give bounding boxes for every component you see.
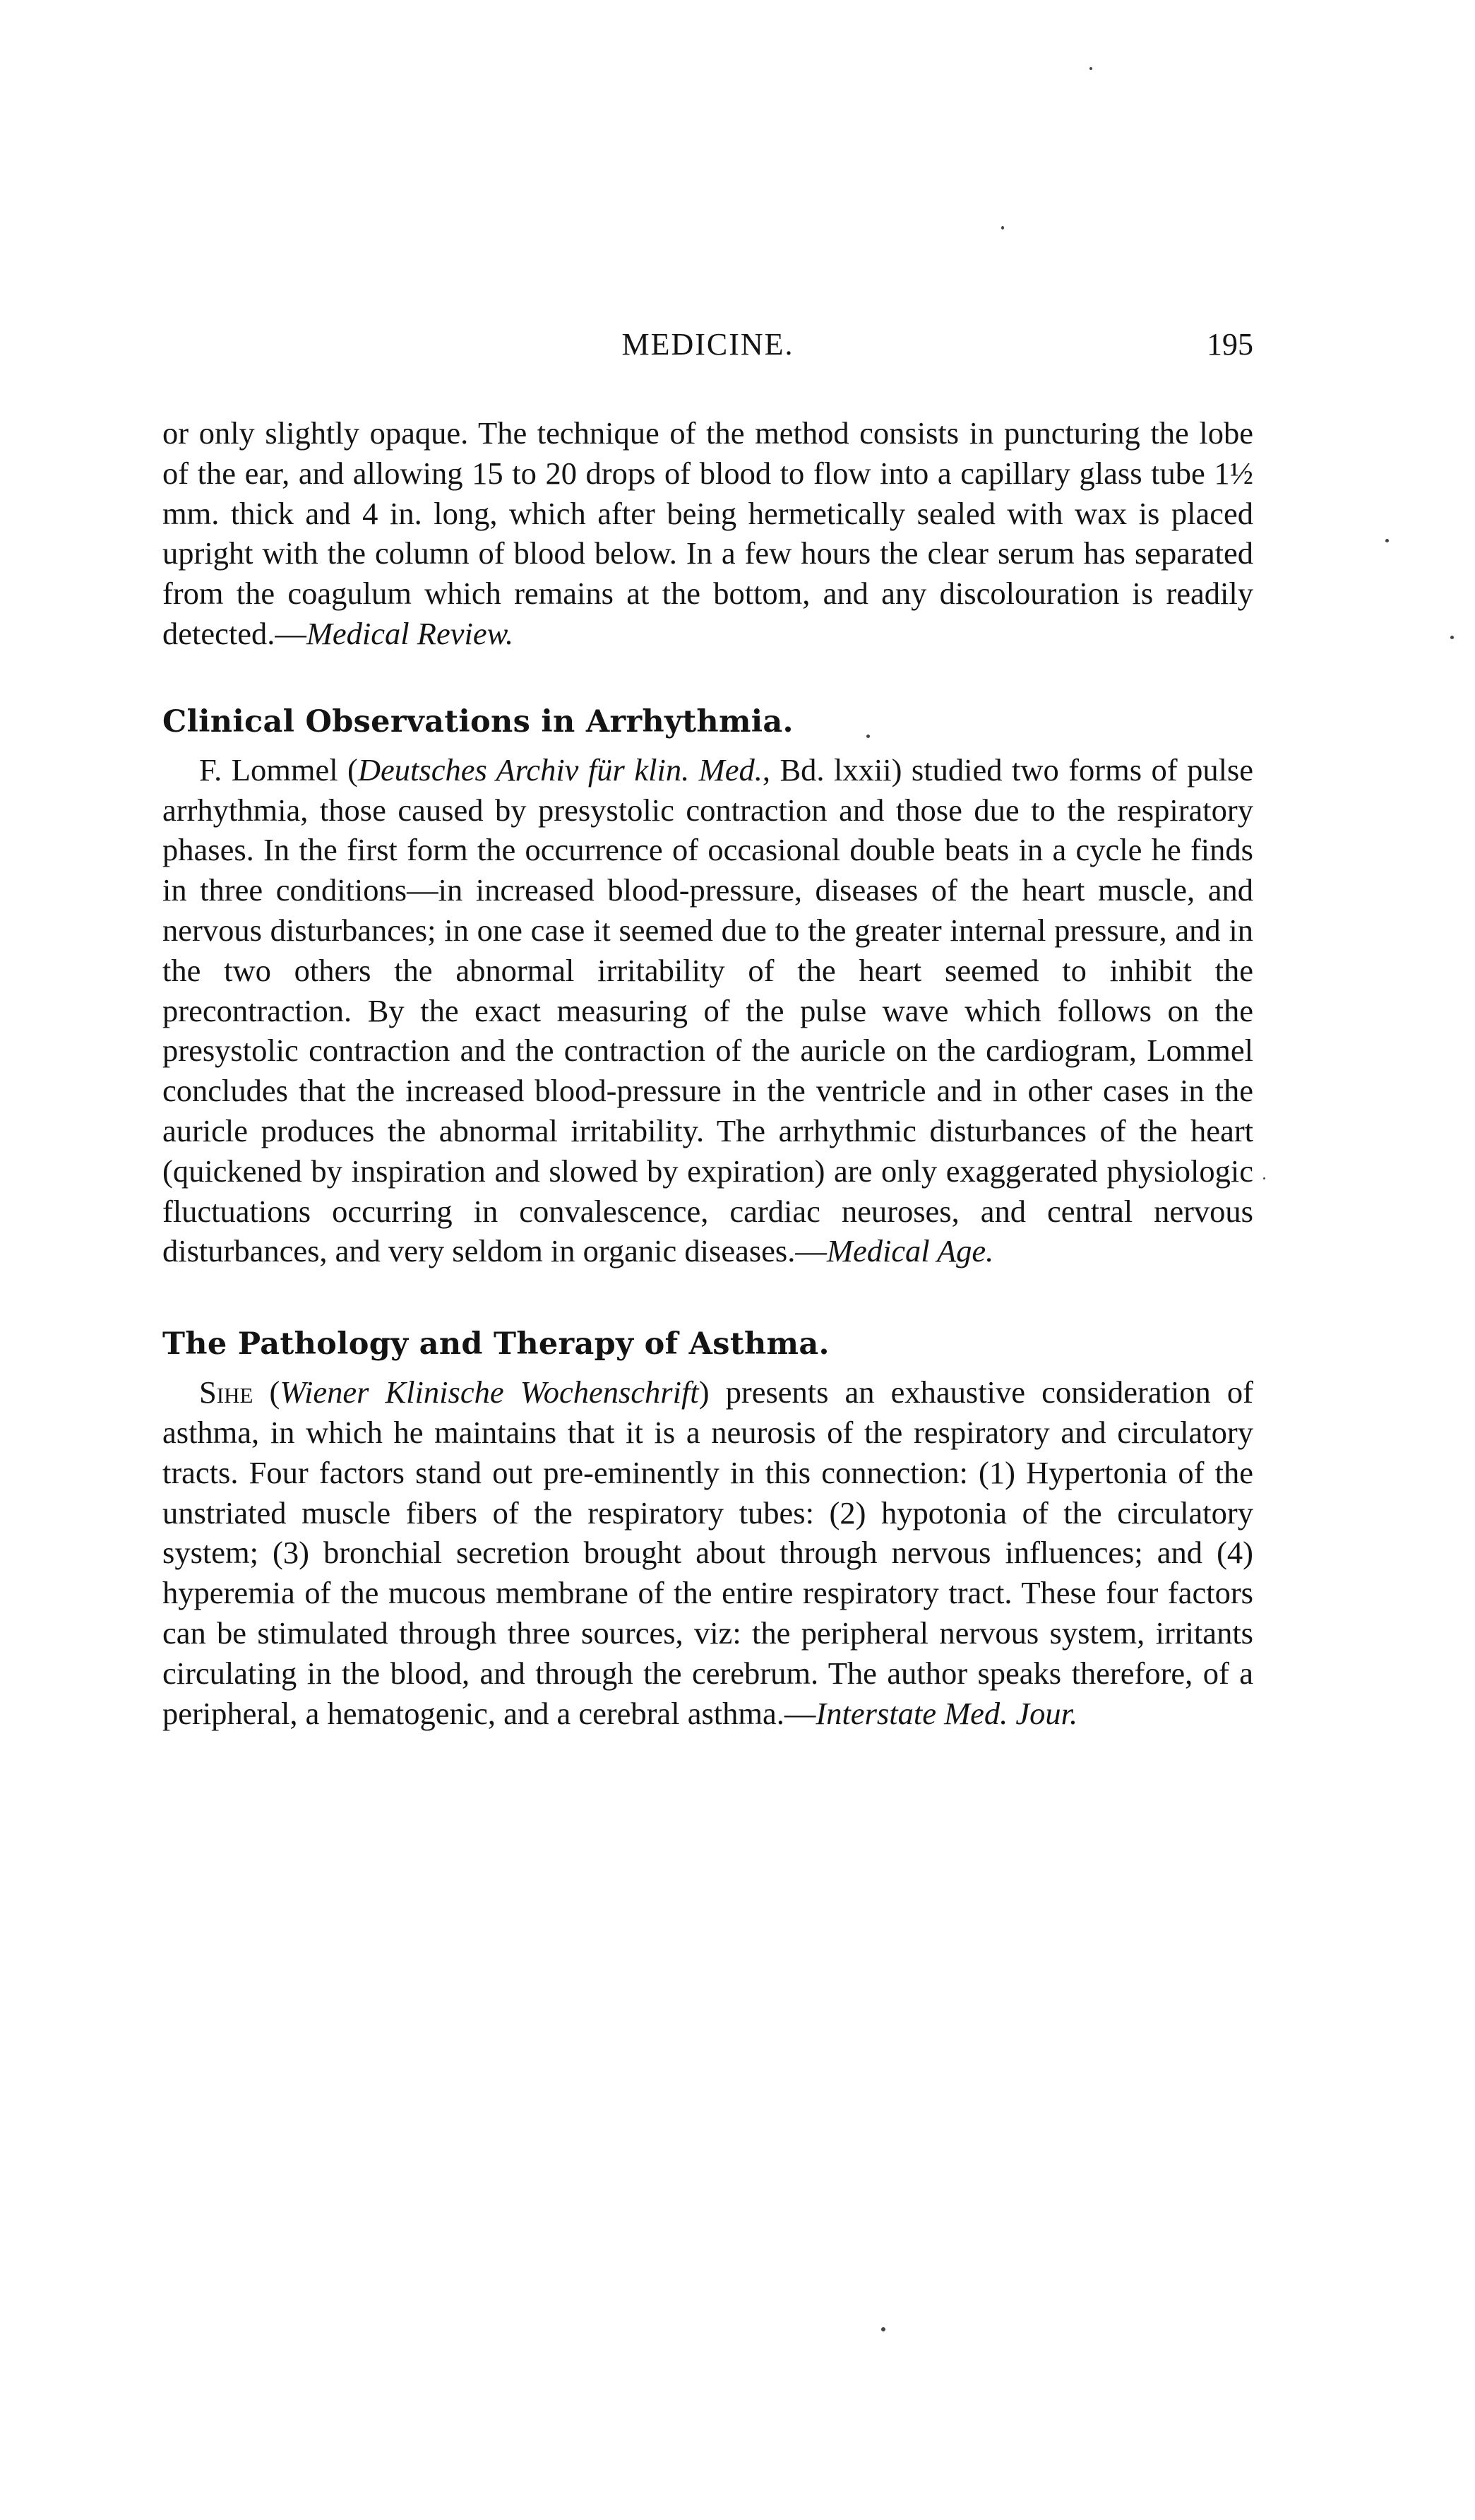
- section-heading-arrhythmia: Clinical Observations in Arrhythmia.: [162, 703, 794, 739]
- intro-source: Medical Review.: [306, 615, 514, 651]
- scan-speck: [866, 735, 870, 738]
- scan-speck: [1385, 539, 1389, 542]
- asthma-source: Interstate Med. Jour.: [816, 1695, 1078, 1731]
- body-text: [162, 413, 1253, 1733]
- scan-speck: [1001, 226, 1004, 230]
- intro-text: or only slightly opaque. The technique of the method consists in puncturing the lobe of the ear, and allowing 15 to 20 drops of blood to flow into a capillary glass tube 1½ mm. thick and 4 in. long, which after being hermetically sealed with wax is placed upright with the column of blood below. In a few hours the clear serum has separated from the coagulum which remains at the bottom, and any discolouration is readily detected.—: [162, 415, 1253, 651]
- section-heading-asthma: The Pathology and Therapy of Asthma.: [162, 1326, 830, 1362]
- scan-speck: [1263, 1177, 1265, 1179]
- asthma-citation: Wiener Klinische Wochenschrift: [280, 1374, 699, 1410]
- arrhythmia-citation: Deutsches Archiv für klin. Med.: [357, 751, 763, 788]
- scan-speck: [881, 2327, 885, 2331]
- running-title: MEDICINE.: [621, 327, 794, 362]
- arrhythmia-paragraph: [162, 750, 1253, 1271]
- page-header: [162, 326, 1253, 376]
- arrhythmia-source: Medical Age.: [826, 1233, 994, 1269]
- arrhythmia-text-2: , Bd. lxxii) studied two forms of pulse arrhythmia, those caused by presystolic contraction and those due to the respiratory phases. In the first form the occurrence of occasional double beats in a cycle he finds in three conditions—in increased blood-pressure, diseases of the heart muscle, and nervous disturbances; in one case it seemed due to the greater internal pressure, and in the two others the abnormal irritability of the heart seemed to inhibit the precontraction. By the exact measuring of the pulse wave which follows on the presystolic contraction and the contraction of the auricle on the cardiogram, Lommel concludes that the increased blood-pressure in the ventricle and in other cases in the auricle produces the abnormal irritability. The arrhythmic disturbances of the heart (quickened by inspiration and slowed by expiration) are only exaggerated physiologic fluctuations occurring in convalescence, cardiac neuroses, and central nervous disturbances, and very seldom in organic diseases.—: [162, 751, 1253, 1269]
- asthma-text-2: ) presents an exhaustive consideration of asthma, in which he maintains that it is a neurosis of the respiratory and circulatory tracts. Four factors stand out pre-eminently in this connection: (1) Hypertonia of the unstriated muscle fibers of the respiratory tubes: (2) hypotonia of the circulatory system; (3) bronchial secretion brought about through nervous influences; and (4) hyperemia of the mucous membrane of the entire respiratory tract. These four factors can be stimulated through three sources, viz: the peripheral nervous system, irritants circulating in the blood, and through the cerebrum. The author speaks therefore, of a peripheral, a hematogenic, and a cerebral asthma.—: [162, 1374, 1253, 1731]
- asthma-paragraph: [162, 1372, 1253, 1733]
- arrhythmia-text-1: F. Lommel (: [199, 751, 358, 788]
- asthma-author: Sihe: [199, 1374, 253, 1410]
- intro-paragraph: [162, 413, 1253, 654]
- asthma-text-1: (: [253, 1374, 280, 1410]
- page-number: 195: [1207, 327, 1253, 362]
- scan-speck: [1089, 67, 1092, 70]
- scan-speck: [1450, 636, 1454, 639]
